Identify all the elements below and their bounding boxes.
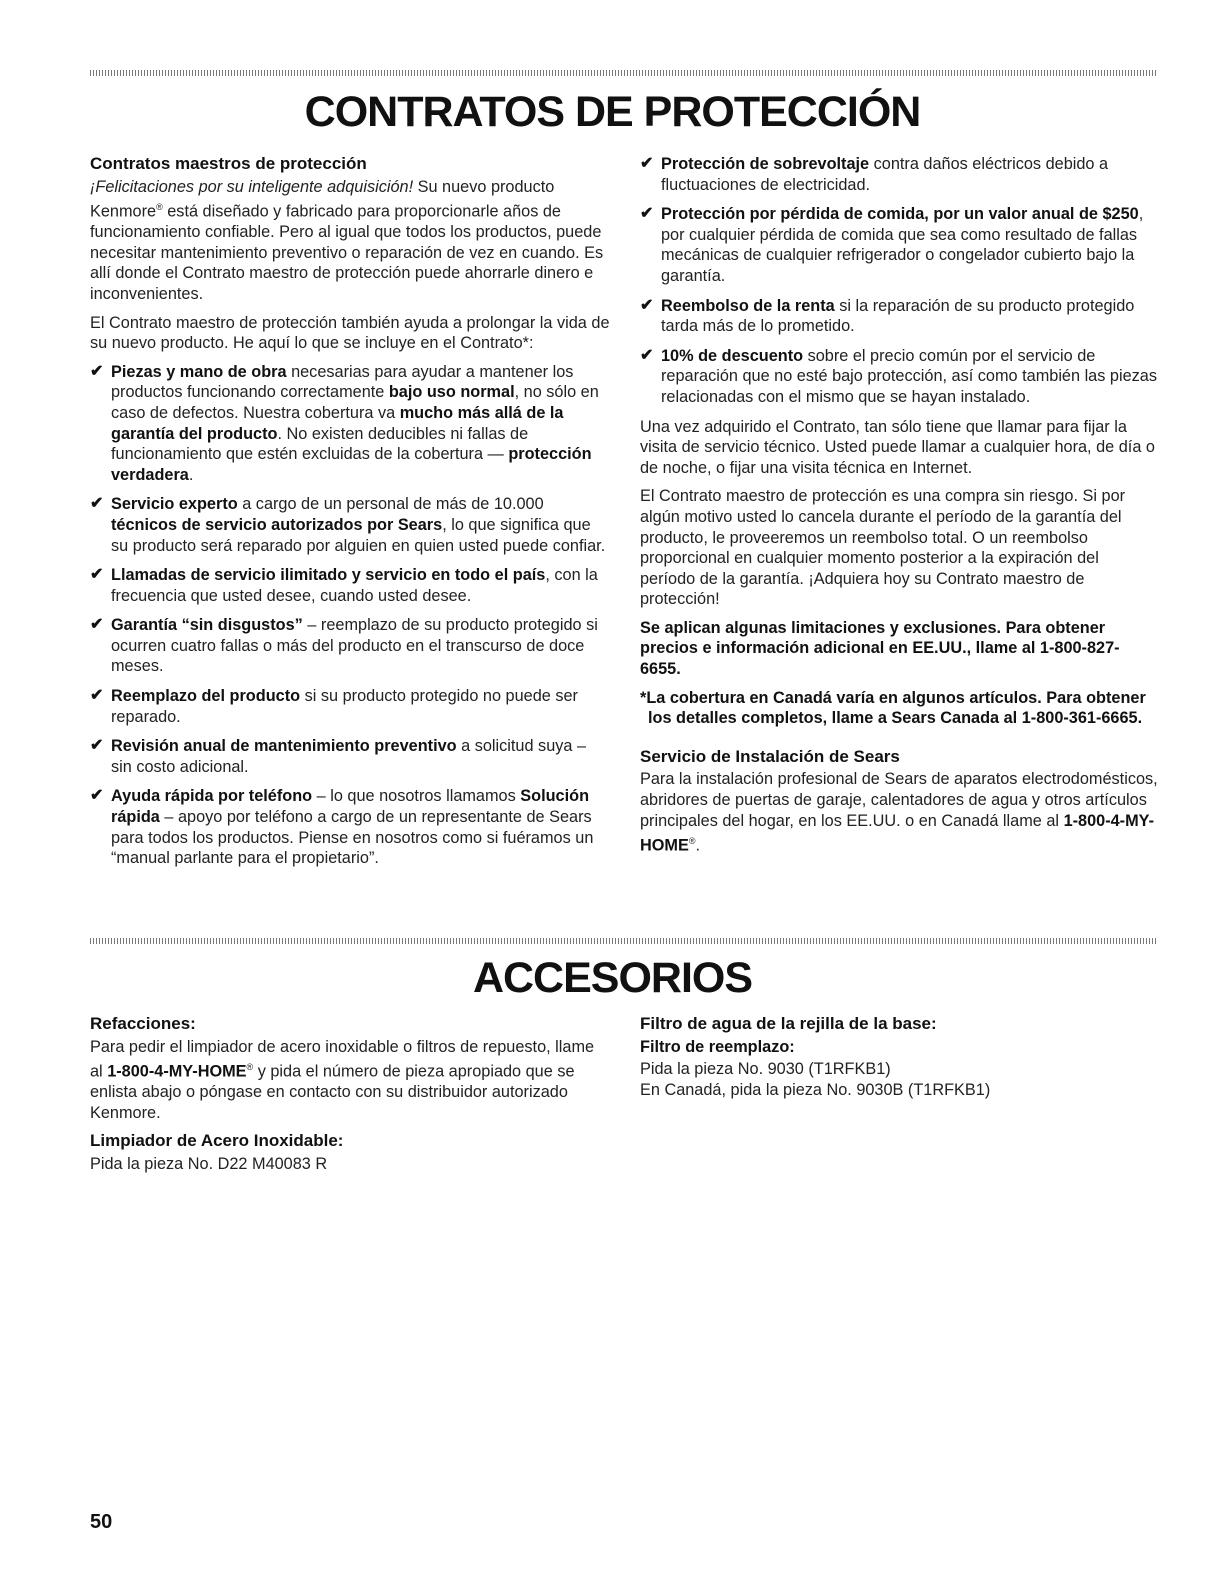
check-icon: ✔ (90, 737, 104, 755)
install-paragraph: Para la instalación profesional de Sears de aparatos electrodomésticos, abridores de puertas de garaje, calentadores de agua y otros artículos principales del hogar, en los EE.UU. o en Canadá llame al 1-800-4-MY-HOME®. (640, 770, 1158, 855)
check-icon: ✔ (90, 687, 104, 705)
check-icon: ✔ (640, 346, 654, 364)
bullet-no-lemon (90, 615, 610, 677)
top-divider (90, 70, 1157, 76)
bullet-text: 10% de descuento sobre el precio común por el servicio de reparación que no esté bajo protección, así como también las piezas relacionadas con el mismo que se hayan instalado. (661, 346, 1157, 406)
filter-canada-part: En Canadá, pida la pieza No. 9030B (T1RFKB1) (640, 1080, 991, 1099)
call-paragraph: Una vez adquirido el Contrato, tan sólo tiene que llamar para fijar la visita de servicio técnico. Usted puede llamar a cualquier hora, de día o de noche, o fijar una visita técnica en Internet. (640, 417, 1155, 477)
protection-right-column (640, 154, 1158, 864)
accessories-left-column (90, 1014, 610, 1183)
check-icon: ✔ (640, 296, 654, 314)
filter-heading: Filtro de agua de la rejilla de la base: (640, 1014, 937, 1033)
bullet-text: Servicio experto a cargo de un personal de más de 10.000 técnicos de servicio autorizados por Sears, lo que significa que su producto será reparado por alguien en quien usted puede confiar. (111, 495, 606, 555)
bullet-rental-reimbursement (640, 296, 1158, 337)
risk-free-paragraph: El Contrato maestro de protección es una compra sin riesgo. Si por algún motivo usted lo cancela durante el período de la garantía del producto, le proveeremos un reembolso total. O un reembolso proporcional en cualquier momento posterior a la expiración del período de la garantía. ¡Adquiera hoy su Contrato maestro de protección! (640, 487, 1126, 609)
limitations-paragraph: Se aplican algunas limitaciones y exclusiones. Para obtener precios e información adicional en EE.UU., llame al 1-800-827-6655. (640, 618, 1120, 679)
bullet-expert-service (90, 494, 610, 556)
filter-subheading: Filtro de reemplazo: (640, 1037, 795, 1056)
check-icon: ✔ (640, 155, 654, 172)
protection-title: CONTRATOS DE PROTECCIÓN (304, 88, 921, 136)
parts-paragraph: Para pedir el limpiador de acero inoxidable o filtros de repuesto, llame al 1-800-4-MY-HOME® y pida el número de pieza apropiado que se enlista abajo o póngase en contacto con su distribuidor autorizado Kenmore. (90, 1037, 595, 1122)
bullet-product-replacement (90, 686, 610, 727)
bullet-parts-labor (90, 362, 610, 486)
steel-cleaner-part: Pida la pieza No. D22 M40083 R (90, 1154, 328, 1173)
registered-mark: ® (156, 202, 163, 213)
bullet-text: Reembolso de la renta si la reparación de su producto protegido tarda más de lo prometido. (661, 296, 1135, 336)
bullet-annual-checkup (90, 736, 610, 777)
check-icon: ✔ (90, 495, 104, 513)
bullet-text: Protección por pérdida de comida, por un valor anual de $250, por cualquier pérdida de comida que sea como resultado de fallas mecánicas de cualquier refrigerador o congelador cubierto bajo la garantía. (661, 205, 1144, 285)
registered-mark: ® (688, 836, 696, 847)
intro-text-1: Su nuevo producto Kenmore (90, 177, 555, 221)
bullet-discount (640, 346, 1158, 408)
check-icon: ✔ (640, 205, 654, 223)
parts-heading: Refacciones: (90, 1014, 196, 1033)
bullet-unlimited-calls (90, 565, 610, 606)
registered-mark: ® (246, 1062, 254, 1073)
steel-cleaner-heading: Limpiador de Acero Inoxidable: (90, 1131, 344, 1151)
page-number: 50 (90, 1511, 113, 1533)
install-heading: Servicio de Instalación de Sears (640, 746, 900, 766)
intro-paragraph (90, 177, 610, 305)
canada-paragraph: *La cobertura en Canadá varía en algunos artículos. Para obtener los detalles completos, llame a Sears Canada al 1-800-361-6665. (640, 688, 1146, 728)
check-icon: ✔ (90, 616, 104, 634)
middle-divider (90, 938, 1157, 944)
bullet-surge-protection (640, 154, 1158, 195)
master-heading: Contratos maestros de protección (90, 154, 367, 173)
accessories-right-column (640, 1014, 1158, 1100)
bullet-text: Garantía “sin disgustos” – reemplazo de su producto protegido si ocurren cuatro fallas o más del producto en el transcurso de doce meses. (111, 616, 598, 676)
accessories-title: ACCESORIOS (472, 954, 753, 1002)
bullet-food-loss (640, 204, 1158, 286)
bullet-phone-help (90, 786, 610, 868)
bullet-text: Ayuda rápida por teléfono – lo que nosotros llamamos Solución rápida – apoyo por teléfono a cargo de un representante de Sears para todos los productos. Piense en nosotros como si fuéramos un “manual parlante para el propietario”. (111, 787, 594, 868)
check-icon: ✔ (90, 787, 104, 805)
bullet-text: Revisión anual de mantenimiento preventivo a solicitud suya – sin costo adicional. (111, 737, 587, 776)
bullet-text: Reemplazo del producto si su producto protegido no puede ser reparado. (111, 687, 578, 726)
bullet-text: Piezas y mano de obra necesarias para ayudar a mantener los productos funcionando correctamente bajo uso normal, no sólo en caso de defectos. Nuestra cobertura va mucho más allá de la garantía del producto. No existen deducibles ni fallas de funcionamiento que estén excluidas de la cobertura — protección verdadera. (111, 362, 599, 484)
filter-us-part: Pida la pieza No. 9030 (T1RFKB1) (640, 1060, 891, 1079)
intro-emphasis: ¡Felicitaciones por su inteligente adquisición! (90, 177, 414, 196)
intro-paragraph-2: El Contrato maestro de protección también ayuda a prolongar la vida de su nuevo producto. He aquí lo que se incluye en el Contrato*: (90, 313, 610, 353)
protection-left-column (90, 154, 610, 878)
bullet-text: Llamadas de servicio ilimitado y servicio en todo el país, con la frecuencia que usted desee, cuando usted desee. (111, 566, 598, 605)
check-icon: ✔ (90, 566, 104, 584)
check-icon: ✔ (90, 362, 104, 380)
bullet-text: Protección de sobrevoltaje contra daños eléctricos debido a fluctuaciones de electricidad. (661, 155, 1109, 194)
intro-text-2: está diseñado y fabricado para proporcionarle años de funcionamiento confiable. Pero al igual que todos los productos, puede necesitar mantenimiento preventivo o reparación de vez en cuando. Es allí donde el Contrato maestro de protección puede ahorrarle dinero e inconvenientes. (90, 202, 604, 303)
